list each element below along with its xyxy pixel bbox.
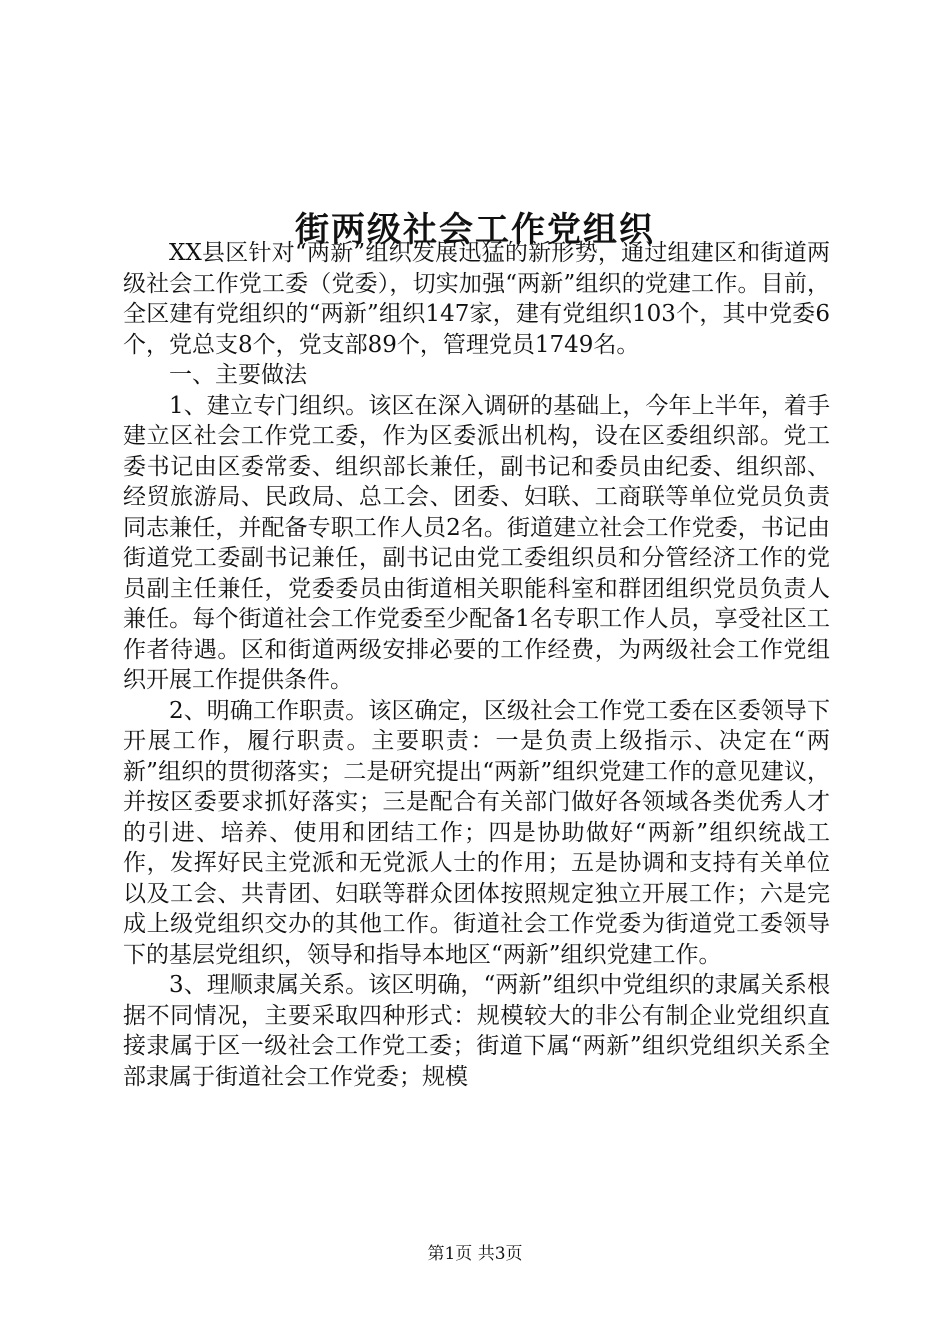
document-body <box>123 238 830 1092</box>
document-title: 街两级社会工作党组织 <box>295 209 655 250</box>
paragraph-item-2: 2、明确工作职责。该区确定，区级社会工作党工委在区委领导下开展工作，履行职责。主要职责：一是负责上级指示、决定在“两新”组织的贯彻落实；二是研究提出“两新”组织党建工作的意见建议，并按区委要求抓好落实；三是配合有关部门做好各领域各类优秀人才的引进、培养、使用和团结工作；四是协助做好“两新”组织统战工作，发挥好民主党派和无党派人士的作用；五是协调和支持有关单位以及工会、共青团、妇联等群众团体按照规定独立开展工作；六是完成上级党组织交办的其他工作。街道社会工作党委为街道党工委领导下的基层党组织，领导和指导本地区“两新”组织党建工作。 <box>123 697 830 968</box>
paragraph-item-1: 1、建立专门组织。该区在深入调研的基础上，今年上半年，着手建立区社会工作党工委，作为区委派出机构，设在区委组织部。党工委书记由区委常委、组织部长兼任，副书记和委员由纪委、组织部、经贸旅游局、民政局、总工会、团委、妇联、工商联等单位党员负责同志兼任，并配备专职工作人员2名。街道建立社会工作党委，书记由街道党工委副书记兼任，副书记由党工委组织员和分管经济工作的党员副主任兼任，党委委员由街道相关职能科室和群团组织党员负责人兼任。每个街道社会工作党委至少配备1名专职工作人员，享受社区工作者待遇。区和街道两级安排必要的工作经费，为两级社会工作党组织开展工作提供条件。 <box>123 392 830 693</box>
paragraph-item-3: 3、理顺隶属关系。该区明确，“两新”组织中党组织的隶属关系根据不同情况，主要采取四种形式：规模较大的非公有制企业党组织直接隶属于区一级社会工作党工委；街道下属“两新”组织党组织关系全部隶属于街道社会工作党委；规模 <box>123 972 830 1090</box>
page-footer <box>0 1242 950 1266</box>
page-indicator: 第1页 共3页 <box>427 1244 523 1264</box>
section-heading-main-practices: 一、主要做法 <box>169 362 307 388</box>
paragraph-intro: XX县区针对“两新”组织发展迅猛的新形势，通过组建区和街道两级社会工作党工委（党委），切实加强“两新”组织的党建工作。目前，全区建有党组织的“两新”组织147家，建有党组织103个，其中党委6个，党总支8个，党支部89个，管理党员1749名。 <box>123 240 830 358</box>
